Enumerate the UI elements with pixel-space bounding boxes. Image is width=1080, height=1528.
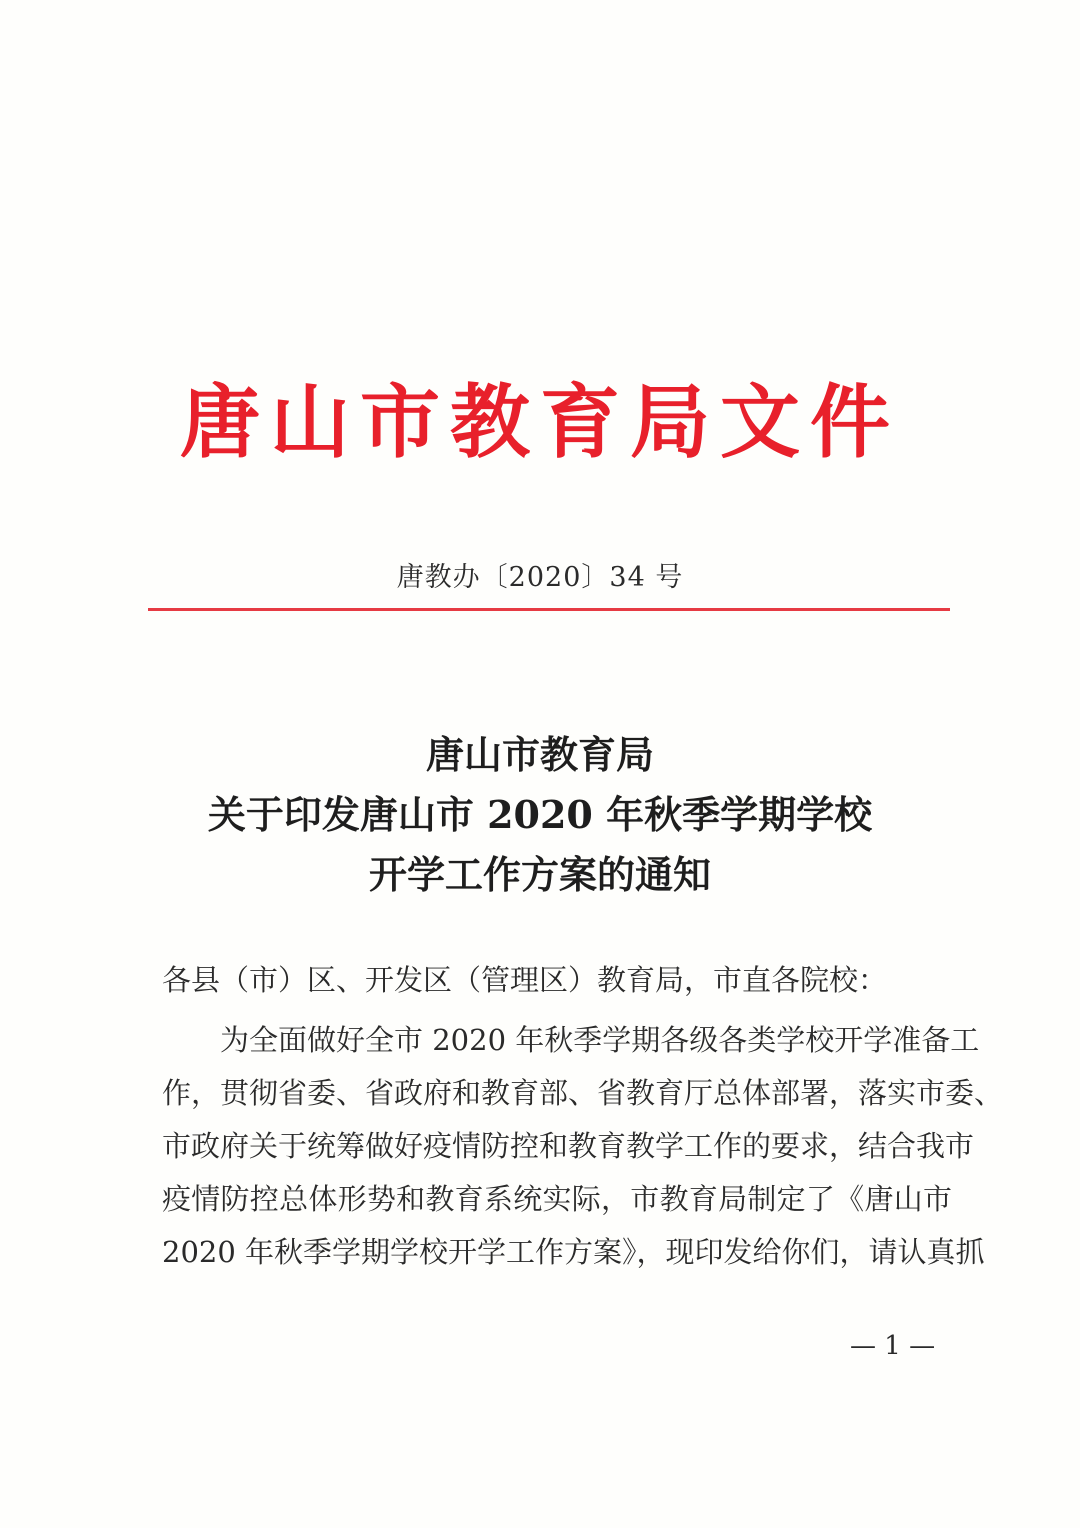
body-line: 市政府关于统筹做好疫情防控和教育教学工作的要求，结合我市 — [162, 1129, 975, 1163]
body-line: 为全面做好全市 2020 年秋季学期各级各类学校开学准备工 — [220, 1023, 980, 1057]
page-number: — 1 — — [850, 1331, 936, 1361]
document-header-title: 唐山市教育局文件 — [180, 375, 900, 469]
notice-title-line: 关于印发唐山市 2020 年秋季学期学校 — [207, 792, 873, 837]
notice-title-line: 开学工作方案的通知 — [368, 852, 711, 897]
notice-title — [0, 725, 1080, 905]
body-line: 2020 年秋季学期学校开学工作方案》，现印发给你们，请认真抓 — [162, 1235, 985, 1269]
body-line: 作，贯彻省委、省政府和教育部、省教育厅总体部署，落实市委、 — [162, 1076, 1004, 1110]
body-text — [162, 1020, 1004, 1285]
document-number: 唐教办〔2020〕34 号 — [396, 562, 684, 593]
body-line: 疫情防控总体形势和教育系统实际，市教育局制定了《唐山市 — [162, 1182, 952, 1216]
salutation: 各县（市）区、开发区（管理区）教育局，市直各院校： — [162, 963, 888, 997]
red-divider-line — [148, 608, 950, 611]
notice-title-line: 唐山市教育局 — [425, 732, 654, 777]
